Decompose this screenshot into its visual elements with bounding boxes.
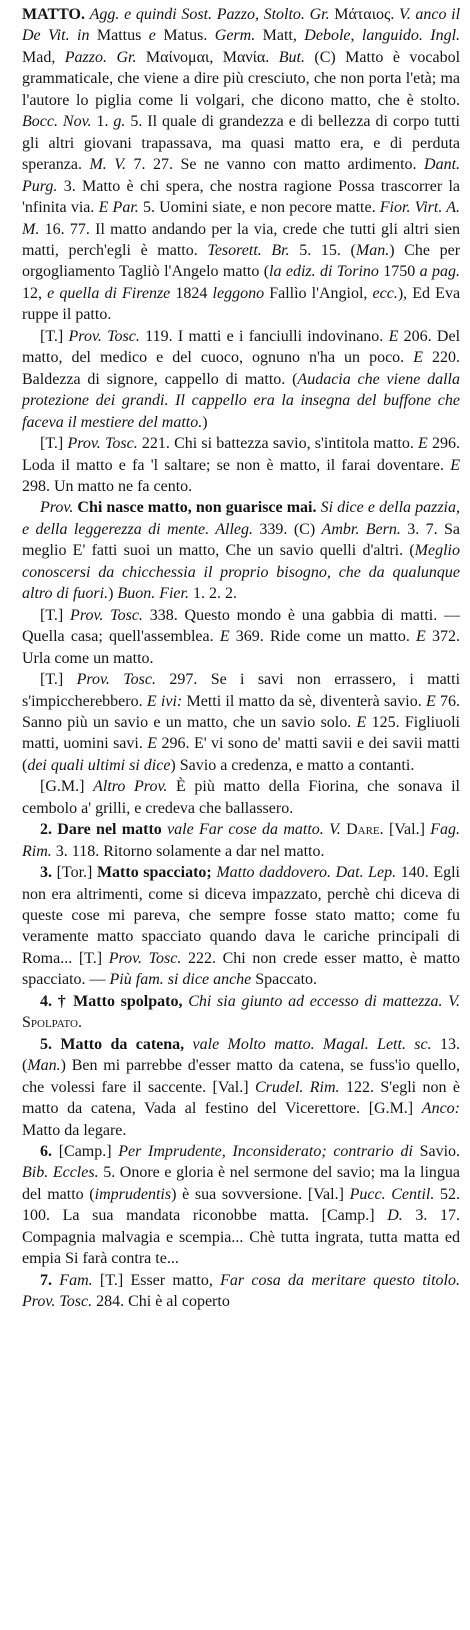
- text-segment: Ambr. Bern.: [321, 520, 408, 538]
- text-segment: 220. Baldezza di signore, cappello di matto. (: [22, 349, 460, 388]
- text-segment: 1.: [96, 113, 114, 131]
- text-segment: Buon. Fier.: [117, 585, 193, 603]
- text-segment: [Tor.]: [56, 864, 97, 882]
- text-segment: Pucc. Centil.: [349, 1185, 441, 1203]
- text-segment: Spolpato.: [22, 1014, 82, 1032]
- text-segment: 297. Se i savi non errassero, i matti s'impiccherebbero.: [22, 671, 461, 710]
- text-segment: Fior. Virt. A. M.: [22, 199, 461, 238]
- text-segment: Pazzo. Gr.: [64, 48, 146, 66]
- text-segment: [T.]: [40, 327, 69, 345]
- entry-sense-paragraph: [22, 1034, 460, 1141]
- text-segment: ) Ben mi parrebbe d'esser matto da catena, se fuss'io quello, che volessi fare il saccente. [Val.]: [22, 1057, 460, 1096]
- text-segment: a pag.: [419, 263, 461, 281]
- text-segment: È più matto della Fiorina, che sonava il cembolo a' grilli, e credeva che ballassero.: [22, 778, 460, 817]
- text-segment: ) Savio a credenza, e matto a contanti.: [170, 756, 415, 774]
- text-segment: 339. (C): [259, 520, 322, 538]
- text-segment: 5. 15. (: [299, 241, 356, 259]
- text-segment: 369. Ride come un matto.: [235, 628, 417, 646]
- text-segment: Prov. Tosc.: [67, 435, 142, 453]
- text-segment: Dant. Purg.: [22, 156, 461, 195]
- text-segment: Prov. Tosc.: [108, 949, 188, 967]
- entry-sense-paragraph: [22, 991, 460, 1034]
- text-segment: E: [413, 349, 432, 367]
- text-segment: 122. S'egli non è matto da catena, Vada al festino del Vicerettore. [G.M.]: [22, 1078, 461, 1118]
- text-segment: ): [108, 585, 118, 603]
- text-segment: Savio.: [419, 1143, 461, 1161]
- text-segment: [Camp.]: [58, 1143, 119, 1161]
- text-segment: E: [450, 456, 460, 474]
- text-segment: Man.: [355, 241, 390, 259]
- text-segment: 119. I matti e i fanciulli indovinano.: [145, 327, 389, 345]
- text-segment: E: [147, 735, 162, 753]
- text-segment: Audacia che viene dalla protezione dei grandi. Il cappello era la insegna del buffone che faceva il mestiere del matto.: [22, 370, 461, 431]
- text-segment: Prov. Tosc.: [70, 606, 150, 624]
- text-segment: Fallìo l'Angiol,: [269, 284, 373, 302]
- text-segment: E: [416, 628, 432, 646]
- text-segment: Crudel. Rim.: [254, 1078, 346, 1096]
- text-segment: 284. Chi è al coperto: [96, 1293, 230, 1311]
- text-segment: Fam.: [59, 1271, 100, 1289]
- text-segment: 338. Questo mondo è una gabbia di matti. — Quella casa; quell'assemblea.: [22, 606, 461, 646]
- text-segment: 5. Il quale di grandezza e di bellezza di corpo tutti gli altri giovani trapassava, ma quasi matto era, e di perduta speranza.: [22, 113, 460, 174]
- text-segment: Mattus: [96, 27, 149, 45]
- text-segment: 372. Urla come un matto.: [22, 628, 460, 667]
- text-segment: Dare.: [346, 821, 389, 839]
- text-segment: 7. 27. Se ne vanno con matto ardimento.: [133, 156, 425, 174]
- text-segment: E ivi:: [146, 692, 187, 710]
- text-segment: vale Far cose da matto. V.: [167, 821, 347, 839]
- text-segment: 1750: [383, 263, 420, 281]
- text-segment: V. anco il De Vit. in: [22, 6, 461, 45]
- text-segment: E Par.: [98, 199, 143, 217]
- text-segment: 3. Matto è chi spera, che nostra ragione Possa trascorrer la 'nfinita via.: [22, 177, 460, 217]
- text-segment: Chi sia giunto ad eccesso di mattezza. V.: [188, 992, 460, 1010]
- text-segment: Man.: [27, 1057, 61, 1075]
- text-segment: 3.: [40, 864, 57, 882]
- text-segment: 3. 7. Sa meglio E' fatti suoi un matto, Che un savio quelli d'altri. (: [22, 520, 461, 560]
- text-segment: [T.] Esser matto,: [99, 1271, 221, 1289]
- text-segment: Chi nasce matto, non guarisce mai.: [77, 499, 321, 517]
- text-segment: 222. Chi non crede esser matto, è matto spacciato. —: [22, 949, 460, 989]
- text-segment: 5. Uomini siate, e non pecore matte.: [142, 199, 380, 217]
- entry-sense-paragraph: [22, 1270, 460, 1313]
- text-segment: Spaccato.: [255, 971, 318, 989]
- text-segment: Si dice e della pazzia, e della leggerezza di mente. Alleg.: [22, 499, 460, 538]
- text-segment: Μαίνομαι, Μανία.: [145, 48, 279, 66]
- text-segment: Bocc. Nov.: [22, 113, 97, 131]
- entry-headword-paragraph: [22, 4, 460, 326]
- text-segment: E: [388, 327, 404, 345]
- text-segment: 1. 2. 2.: [192, 585, 237, 603]
- text-segment: 140. Egli non era altrimenti, come si diceva impazzato, perchè chi diceva di queste cose mi pareva, che sempre fosse stato matto; come fu veramente matto spacciato quando dava le cariche principali di Roma... [T.]: [22, 864, 461, 967]
- entry-sense-paragraph: [22, 862, 460, 991]
- entry-sense-paragraph: [22, 819, 460, 862]
- text-segment: 12,: [22, 284, 48, 302]
- entry-sense-paragraph: [22, 669, 460, 776]
- text-segment: [T.]: [40, 671, 77, 689]
- text-segment: Altro Prov.: [93, 778, 176, 796]
- text-segment: Meglio conoscersi da chicchessia il proprio bisogno, che da qualunque altro di fuori.: [22, 542, 460, 603]
- text-segment: 296. E' vi sono de' matti savii e dei savii matti (: [22, 735, 460, 774]
- entry-sense-paragraph: [22, 776, 460, 819]
- text-segment: Agg. e quindi Sost. Pazzo, Stolto. Gr.: [89, 6, 335, 23]
- text-segment: [T.]: [40, 606, 71, 624]
- entry-sense-paragraph: [22, 605, 460, 669]
- text-segment: E: [418, 435, 432, 453]
- text-segment: Mad,: [22, 48, 65, 66]
- text-segment: Anco:: [421, 1100, 460, 1118]
- text-segment: 296. Loda il matto e fa 'l saltare; se non è matto, il farai doventare.: [22, 435, 460, 474]
- text-segment: Bib. Eccles.: [22, 1164, 104, 1182]
- text-segment: 16. 77. Il matto andando per la via, crede che tutti gli altri sien matti, perch'egli è matto.: [22, 220, 461, 259]
- text-segment: 5. Matto da catena,: [40, 1035, 193, 1053]
- text-segment: Prov. Tosc.: [68, 327, 146, 345]
- text-segment: g.: [113, 113, 131, 131]
- text-segment: E: [425, 692, 441, 710]
- text-segment: ): [202, 413, 208, 431]
- entry-sense-paragraph: [22, 497, 460, 604]
- text-segment: 76. Sanno più un savio e un matto, che un savio solo.: [22, 692, 461, 731]
- text-segment: Μάταιος.: [334, 6, 399, 23]
- text-segment: dei quali ultimi si dice: [27, 756, 171, 774]
- text-segment: 5. Onore e gloria è nel sermone del savio; ma la lingua del matto (: [22, 1164, 460, 1203]
- text-segment: Matto spacciato;: [96, 864, 217, 882]
- text-segment: 6.: [40, 1143, 59, 1161]
- text-segment: ) Che per orgogliamento Tagliò l'Angelo matto (: [22, 241, 461, 281]
- text-segment: e: [148, 27, 164, 45]
- text-segment: Prov.: [40, 499, 78, 517]
- text-segment: 1824: [175, 284, 213, 302]
- text-segment: 13. (: [22, 1035, 460, 1075]
- text-segment: Fag. Rim.: [22, 821, 460, 860]
- text-segment: Matt,: [262, 27, 305, 45]
- text-segment: 4. † Matto spolpato,: [40, 992, 189, 1010]
- text-segment: [Val.]: [388, 821, 431, 839]
- text-segment: Germ.: [214, 27, 263, 45]
- text-segment: 206. Del matto, del medico e del cuoco, ognuno n'ha un poco.: [22, 327, 461, 367]
- text-segment: E: [356, 713, 372, 731]
- text-segment: la ediz. di Torino: [269, 263, 384, 281]
- text-segment: vale Molto matto. Magal. Lett. sc.: [192, 1035, 440, 1053]
- text-segment: imprudentis: [94, 1185, 172, 1203]
- text-segment: 2. Dare nel matto: [40, 821, 168, 839]
- text-segment: 52. 100. La sua mandata riconobbe matta. [Camp.]: [22, 1185, 461, 1225]
- text-segment: leggono: [212, 284, 270, 302]
- text-segment: E: [219, 628, 236, 646]
- text-segment: D.: [387, 1207, 416, 1225]
- text-segment: (C) Matto è vocabol grammaticale, che viene a dire più cresciuto, che non porta l'età; ma l'autore lo piglia come li volgari, che dicono matto, che è stolto.: [22, 48, 461, 109]
- text-segment: ecc.: [372, 284, 398, 302]
- text-segment: Matto daddovero. Dat. Lep.: [216, 864, 401, 882]
- text-segment: M. V.: [89, 156, 134, 174]
- text-segment: Più fam. si dice anche: [109, 971, 256, 989]
- text-segment: Per Imprudente, Inconsiderato; contrario di: [118, 1143, 420, 1161]
- text-segment: 298. Un matto ne fa cento.: [22, 477, 193, 495]
- text-segment: e quella di Firenze: [47, 284, 176, 302]
- text-segment: 221. Chi si battezza savio, s'intitola matto.: [141, 435, 419, 453]
- text-segment: 7.: [40, 1271, 60, 1289]
- text-segment: 3. 118. Ritorno solamente a dar nel matto.: [55, 842, 325, 860]
- entry-sense-paragraph: [22, 1141, 460, 1270]
- text-segment: 125. Figliuoli matti, uomini savi.: [22, 713, 461, 753]
- text-segment: MATTO.: [22, 6, 90, 23]
- text-segment: [T.]: [40, 435, 68, 453]
- entry-sense-paragraph: [22, 326, 460, 433]
- text-segment: [G.M.]: [40, 778, 94, 796]
- text-segment: Far cosa da meritare questo titolo. Prov. Tosc.: [22, 1271, 461, 1311]
- text-segment: Metti il matto da sè, diventerà savio.: [186, 692, 426, 710]
- entry-sense-paragraph: [22, 433, 460, 497]
- text-segment: Prov. Tosc.: [76, 671, 170, 689]
- text-segment: Matto da legare.: [22, 1121, 127, 1139]
- text-segment: Tesorett. Br.: [207, 241, 300, 259]
- text-segment: Debole, languido. Ingl.: [304, 27, 461, 45]
- text-segment: ), Ed Eva ruppe il patto.: [22, 284, 461, 324]
- text-segment: Matus.: [163, 27, 215, 45]
- text-segment: ) è sua sovversione. [Val.]: [171, 1185, 350, 1203]
- text-segment: But.: [278, 48, 315, 66]
- text-segment: 3. 17. Compagnia malvagia e scempia... Chè tutta ingrata, tutta matta ed empia Si farà contra te...: [22, 1207, 461, 1268]
